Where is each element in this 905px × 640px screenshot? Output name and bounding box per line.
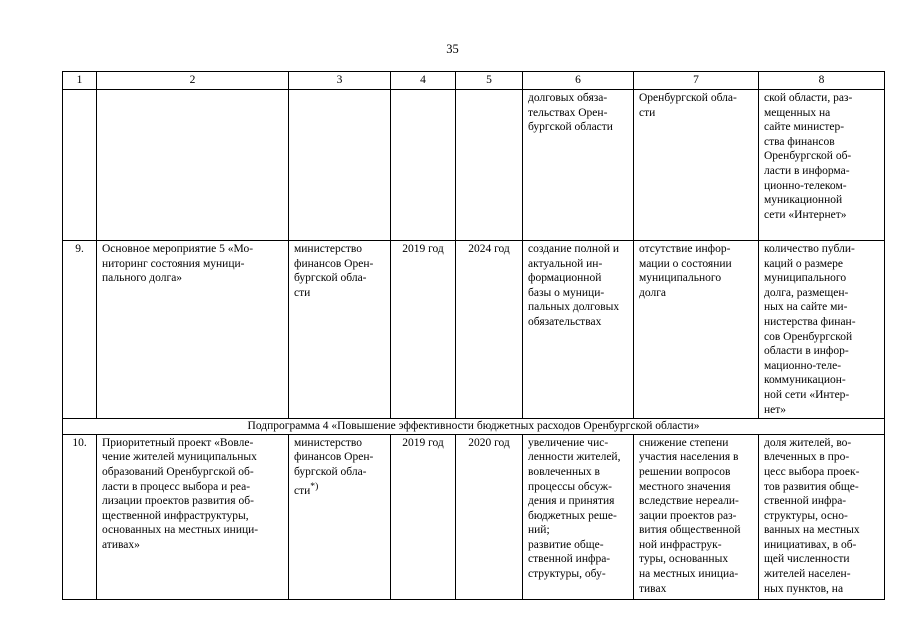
header-col-3: 3 [289,72,391,90]
table-row-10 [63,434,885,599]
cell-executor: министерство финансов Орен- бургской обла- сти [289,241,391,419]
header-row [63,72,885,90]
cell-start-year: 2019 год [391,434,456,599]
cell-empty [289,90,391,241]
cell-number: 10. [63,434,97,599]
header-col-4: 4 [391,72,456,90]
cell-indicator: ской области, раз- мещенных на сайте министер- ства финансов Оренбургской об- ласти в информа- ционно-телеком- муникационной сети «Интернет» [759,90,885,241]
cell-consequence: снижение степени участия населения в решении вопросов местного значения вследствие нереали- зации проектов раз- вития общественной ной инфраструк- туры, основанных на местных инициа- тивах [634,434,759,599]
header-col-2: 2 [97,72,289,90]
cell-empty [391,90,456,241]
program-measures-table [62,71,885,600]
cell-consequence: Оренбургской обла- сти [634,90,759,241]
executor-text: министерство финансов Орен- бургской обла- сти [294,436,374,497]
cell-measure-name: Приоритетный проект «Вовле- чение жителей муниципальных образований Оренбургской об- ласти в процесс выбора и реа- лизации проектов развития об- щественной инфраструктуры, основанных на местных иници- ативах» [97,434,289,599]
cell-end-year: 2024 год [456,241,523,419]
cell-indicator: доля жителей, во- влеченных в про- цесс выбора проек- тов развития обще- ственной инфра- структуры, осно- ванных на местных инициативах, в об- щей численности жителей населен- ных пунктов, на [759,434,885,599]
cell-consequence: отсутствие инфор- мации о состоянии муниципального долга [634,241,759,419]
cell-empty [456,90,523,241]
header-col-7: 7 [634,72,759,90]
cell-number: 9. [63,241,97,419]
cell-indicator: количество публи- каций о размере муниципального долга, размещен- ных на сайте ми- нистерства финан- сов Оренбургской области в инфор- мационно-теле- коммуникацион- ной сети «Интер- нет» [759,241,885,419]
cell-result: создание полной и актуальной ин- формационной базы о муници- пальных долговых обязательствах [523,241,634,419]
cell-executor [289,434,391,599]
cell-empty [97,90,289,241]
table-row-9 [63,241,885,419]
continuation-row [63,90,885,241]
footnote-mark: *) [310,480,319,492]
subprogram-title: Подпрограмма 4 «Повышение эффективности бюджетных расходов Оренбургской области» [63,419,885,435]
header-col-8: 8 [759,72,885,90]
cell-result: увеличение чис- ленности жителей, вовлеченных в процессы обсуж- дения и принятия бюджетных реше- ний; развитие обще- ственной инфра- структуры, обу- [523,434,634,599]
cell-result: долговых обяза- тельствах Орен- бургской области [523,90,634,241]
cell-measure-name: Основное мероприятие 5 «Мо- ниторинг состояния муници- пального долга» [97,241,289,419]
header-col-6: 6 [523,72,634,90]
cell-empty [63,90,97,241]
header-col-1: 1 [63,72,97,90]
header-col-5: 5 [456,72,523,90]
page-number: 35 [446,42,459,56]
cell-start-year: 2019 год [391,241,456,419]
subprogram-row [63,419,885,435]
cell-end-year: 2020 год [456,434,523,599]
